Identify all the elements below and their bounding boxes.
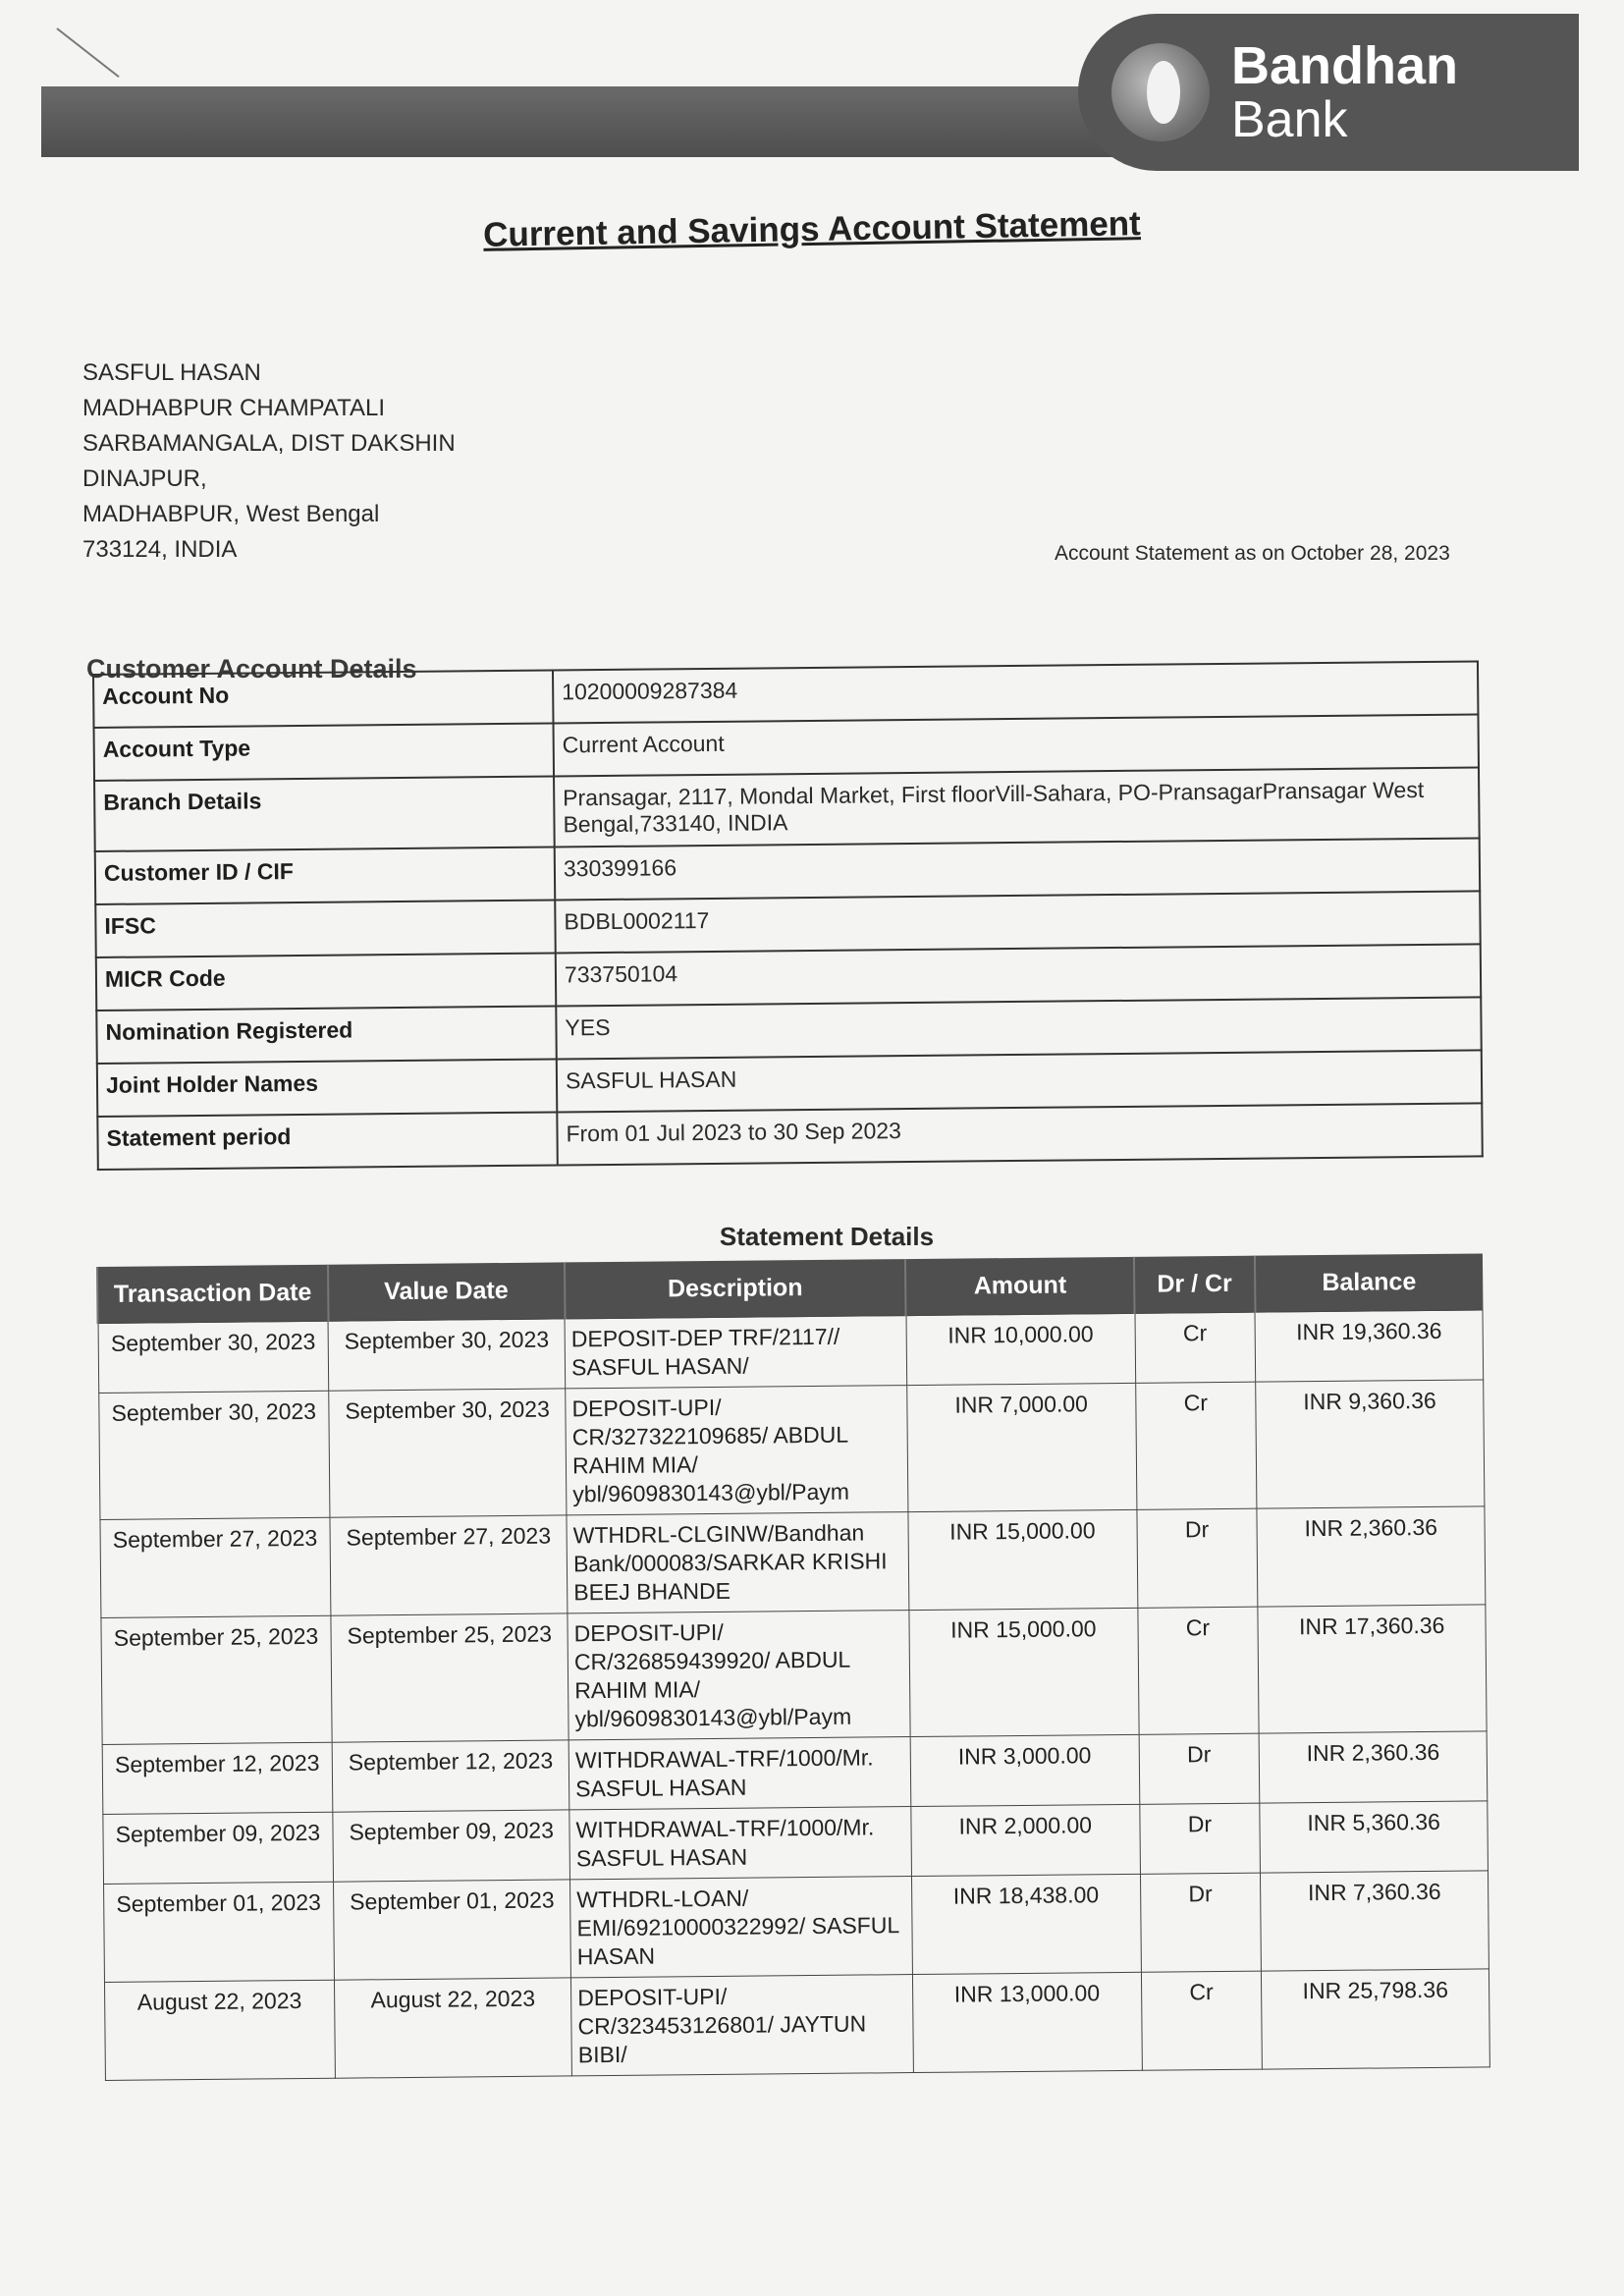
account-detail-value: 733750104: [556, 944, 1481, 1006]
address-line: MADHABPUR, West Bengal: [82, 501, 380, 527]
cell-value-date: August 22, 2023: [335, 1978, 572, 2078]
cell-dr-cr: Cr: [1137, 1607, 1259, 1734]
statement-details-heading: Statement Details: [719, 1222, 935, 1251]
cell-description: DEPOSIT-UPI/ CR/323453126801/ JAYTUN BIBI/: [571, 1975, 914, 2076]
account-detail-label: Statement period: [97, 1112, 557, 1169]
account-detail-value: Current Account: [554, 714, 1479, 776]
cell-dr-cr: Cr: [1135, 1382, 1257, 1509]
account-detail-value: 330399166: [555, 838, 1480, 900]
cell-balance: INR 17,360.36: [1258, 1605, 1487, 1733]
account-detail-value: SASFUL HASAN: [557, 1050, 1482, 1112]
table-row: [102, 1801, 1488, 1885]
account-detail-value: 10200009287384: [553, 661, 1478, 723]
cell-description: WTHDRL-CLGINW/Bandhan Bank/000083/SARKAR KRISHI BEEJ BHANDE: [567, 1512, 909, 1613]
cell-balance: INR 9,360.36: [1256, 1380, 1485, 1508]
cell-transaction-date: September 01, 2023: [103, 1882, 335, 1982]
statement-as-of: Account Statement as on October 28, 2023: [1055, 542, 1450, 565]
address-line: DINAJPUR,: [82, 465, 207, 492]
cell-value-date: September 25, 2023: [331, 1613, 568, 1742]
account-detail-label: Branch Details: [94, 776, 555, 850]
cell-amount: INR 13,000.00: [912, 1972, 1142, 2072]
cell-transaction-date: September 27, 2023: [99, 1517, 331, 1617]
bank-logo: [1078, 14, 1579, 171]
cell-description: WITHDRAWAL-TRF/1000/Mr. SASFUL HASAN: [569, 1807, 912, 1880]
column-header-amount: Amount: [905, 1257, 1134, 1316]
account-details-table: [92, 660, 1484, 1171]
scan-mark: [56, 27, 119, 78]
cell-value-date: September 12, 2023: [332, 1740, 568, 1812]
account-detail-label: Nomination Registered: [96, 1006, 556, 1063]
cell-dr-cr: Cr: [1141, 1971, 1263, 2070]
bank-logo-icon: [1111, 43, 1210, 141]
account-detail-label: Customer ID / CIF: [95, 847, 555, 903]
cell-dr-cr: Dr: [1136, 1508, 1258, 1608]
account-detail-value: Pransagar, 2117, Mondal Market, First floorVill-Sahara, PO-PransagarPransagar West Bengal,733140, INDIA: [554, 767, 1480, 847]
transactions-table: [96, 1253, 1490, 2081]
cell-description: DEPOSIT-UPI/ CR/327322109685/ ABDUL RAHIM MIA/ ybl/9609830143@ybl/Paym: [566, 1386, 908, 1515]
cell-balance: INR 2,360.36: [1257, 1506, 1486, 1607]
account-detail-row: [94, 767, 1480, 851]
cell-amount: INR 2,000.00: [911, 1804, 1140, 1876]
account-detail-label: Account No: [93, 670, 553, 727]
address-line: SASFUL HASAN: [82, 359, 261, 386]
cell-balance: INR 7,360.36: [1261, 1871, 1489, 1971]
cell-balance: INR 2,360.36: [1259, 1731, 1487, 1803]
account-detail-label: Account Type: [94, 723, 554, 780]
column-header-dr-cr: Dr / Cr: [1134, 1256, 1255, 1314]
account-detail-label: IFSC: [95, 900, 555, 957]
address-line: SARBAMANGALA, DIST DAKSHIN: [82, 430, 456, 457]
cell-transaction-date: September 09, 2023: [102, 1812, 333, 1884]
cell-value-date: September 30, 2023: [328, 1319, 565, 1391]
cell-amount: INR 10,000.00: [906, 1313, 1135, 1385]
cell-amount: INR 3,000.00: [910, 1734, 1139, 1806]
cell-dr-cr: Dr: [1139, 1733, 1260, 1804]
cell-amount: INR 15,000.00: [909, 1608, 1139, 1736]
bank-name-line2: Bank: [1231, 91, 1348, 148]
cell-description: DEPOSIT-UPI/ CR/326859439920/ ABDUL RAHIM MIA/ ybl/9609830143@ybl/Paym: [568, 1611, 910, 1740]
table-row: [99, 1506, 1485, 1618]
account-detail-label: Joint Holder Names: [97, 1059, 557, 1116]
cell-balance: INR 5,360.36: [1260, 1801, 1488, 1873]
table-row: [98, 1380, 1485, 1520]
table-row: [102, 1731, 1488, 1815]
cell-description: DEPOSIT-DEP TRF/2117// SASFUL HASAN/: [565, 1316, 907, 1389]
cell-balance: INR 25,798.36: [1262, 1969, 1490, 2069]
table-row: [104, 1969, 1489, 2081]
bank-logo-text: [1231, 36, 1459, 148]
account-detail-label: MICR Code: [96, 953, 556, 1010]
cell-transaction-date: August 22, 2023: [104, 1980, 336, 2080]
cell-balance: INR 19,360.36: [1255, 1310, 1483, 1382]
cell-transaction-date: September 30, 2023: [98, 1321, 329, 1393]
cell-value-date: September 09, 2023: [333, 1810, 569, 1882]
account-details-heading: Customer Account Details: [86, 654, 417, 683]
table-row: [98, 1310, 1484, 1394]
address-line: 733124, INDIA: [82, 536, 238, 563]
cell-transaction-date: September 25, 2023: [100, 1615, 332, 1744]
table-row: [103, 1871, 1489, 1983]
cell-value-date: September 27, 2023: [330, 1515, 568, 1615]
column-header-balance: Balance: [1255, 1253, 1483, 1312]
cell-amount: INR 7,000.00: [907, 1383, 1137, 1511]
cell-transaction-date: September 12, 2023: [102, 1742, 333, 1814]
cell-dr-cr: Cr: [1135, 1312, 1256, 1383]
cell-description: WTHDRL-LOAN/ EMI/69210000322992/ SASFUL HASAN: [570, 1877, 913, 1978]
bank-name-line1: Bandhan: [1231, 36, 1459, 95]
table-row: [100, 1605, 1487, 1745]
cell-value-date: September 01, 2023: [334, 1880, 571, 1980]
cell-description: WITHDRAWAL-TRF/1000/Mr. SASFUL HASAN: [568, 1737, 911, 1810]
column-header-transaction-date: Transaction Date: [97, 1265, 328, 1324]
customer-address: [82, 355, 456, 568]
account-detail-value: BDBL0002117: [555, 891, 1480, 953]
address-line: MADHABPUR CHAMPATALI: [82, 395, 386, 421]
account-detail-value: YES: [556, 997, 1481, 1059]
cell-dr-cr: Dr: [1140, 1873, 1262, 1972]
account-detail-value: From 01 Jul 2023 to 30 Sep 2023: [557, 1103, 1482, 1165]
cell-transaction-date: September 30, 2023: [98, 1391, 330, 1519]
cell-value-date: September 30, 2023: [329, 1389, 567, 1517]
page-title: Current and Savings Account Statement: [482, 204, 1142, 254]
cell-dr-cr: Dr: [1139, 1803, 1260, 1874]
column-header-description: Description: [565, 1259, 906, 1319]
column-header-value-date: Value Date: [328, 1262, 565, 1321]
cell-amount: INR 15,000.00: [908, 1509, 1138, 1610]
cell-amount: INR 18,438.00: [911, 1874, 1141, 1974]
